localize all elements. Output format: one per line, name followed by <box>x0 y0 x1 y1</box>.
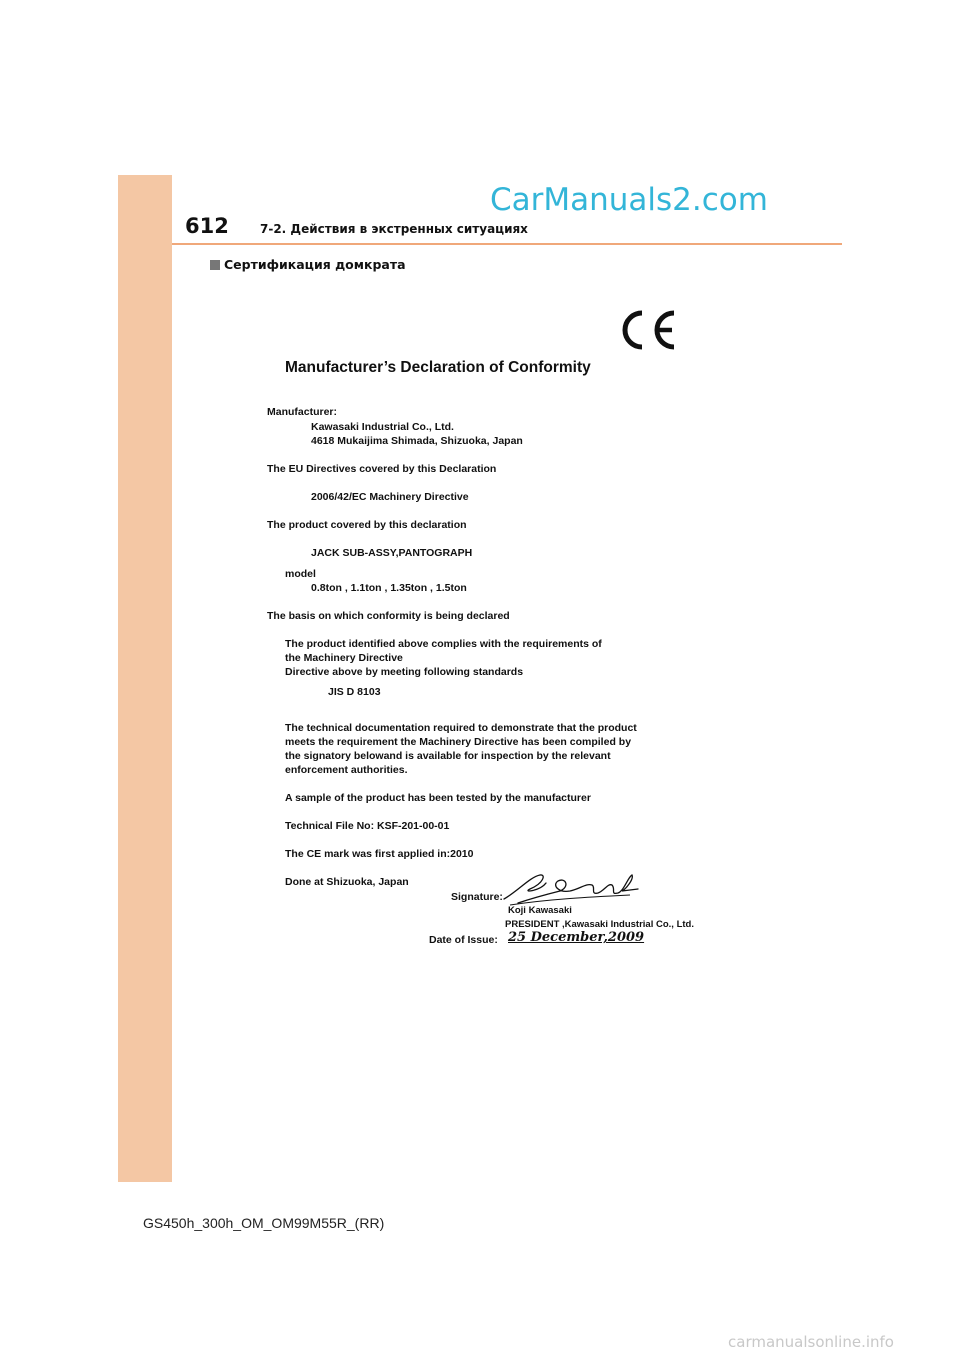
section-title: 7-2. Действия в экстренных ситуациях <box>260 222 528 236</box>
signatory-name: Koji Kawasaki <box>508 905 572 916</box>
product-label: The product covered by this declaration <box>267 519 467 531</box>
document-code: GS450h_300h_OM_OM99M55R_(RR) <box>143 1215 385 1231</box>
tech-doc-line: meets the requirement the Machinery Directive has been compiled by <box>285 736 632 748</box>
signature-label: Signature: <box>451 891 503 903</box>
page-side-tab <box>118 175 172 1182</box>
basis-line: Directive above by meeting following standards <box>285 666 524 678</box>
signatory-title: PRESIDENT ,Kawasaki Industrial Co., Ltd. <box>505 919 694 930</box>
basis-line: the Machinery Directive <box>285 652 403 664</box>
declaration-title: Manufacturer’s Declaration of Conformity <box>285 359 591 376</box>
ce-mark-icon <box>618 309 680 351</box>
model-label: model <box>285 568 316 580</box>
model-list: 0.8ton , 1.1ton , 1.35ton , 1.5ton <box>311 582 467 594</box>
tech-doc-line: enforcement authorities. <box>285 764 408 776</box>
manufacturer-name: Kawasaki Industrial Co., Ltd. <box>311 421 454 433</box>
page-number: 612 <box>185 214 229 238</box>
subheading-text: Сертификация домкрата <box>224 257 406 272</box>
date-of-issue-label: Date of Issue: <box>429 934 498 946</box>
square-bullet-icon <box>210 260 220 270</box>
technical-file-number: Technical File No: KSF-201-00-01 <box>285 820 450 832</box>
date-of-issue-value: 25 December,2009 <box>508 930 645 945</box>
manufacturer-address: 4618 Mukaijima Shimada, Shizuoka, Japan <box>311 435 523 447</box>
basis-label: The basis on which conformity is being declared <box>267 610 510 622</box>
carmanuals-watermark: CarManuals2.com <box>490 182 768 218</box>
standard: JIS D 8103 <box>328 686 381 698</box>
tech-doc-line: the signatory belowand is available for inspection by the relevant <box>285 750 611 762</box>
handwritten-signature <box>500 869 640 909</box>
manufacturer-label: Manufacturer: <box>267 406 338 418</box>
basis-line: The product identified above complies with the requirements of <box>285 638 602 650</box>
ce-first-applied: The CE mark was first applied in:2010 <box>285 848 474 860</box>
directive: 2006/42/EC Machinery Directive <box>311 491 469 503</box>
tech-doc-line: The technical documentation required to demonstrate that the product <box>285 722 637 734</box>
sample-statement: A sample of the product has been tested by the manufacturer <box>285 792 591 804</box>
header-divider <box>172 243 842 245</box>
subheading <box>210 257 406 272</box>
done-at: Done at Shizuoka, Japan <box>285 876 409 888</box>
directives-label: The EU Directives covered by this Declaration <box>267 463 497 475</box>
site-watermark: carmanualsonline.info <box>728 1333 894 1351</box>
product-name: JACK SUB-ASSY,PANTOGRAPH <box>311 547 473 559</box>
